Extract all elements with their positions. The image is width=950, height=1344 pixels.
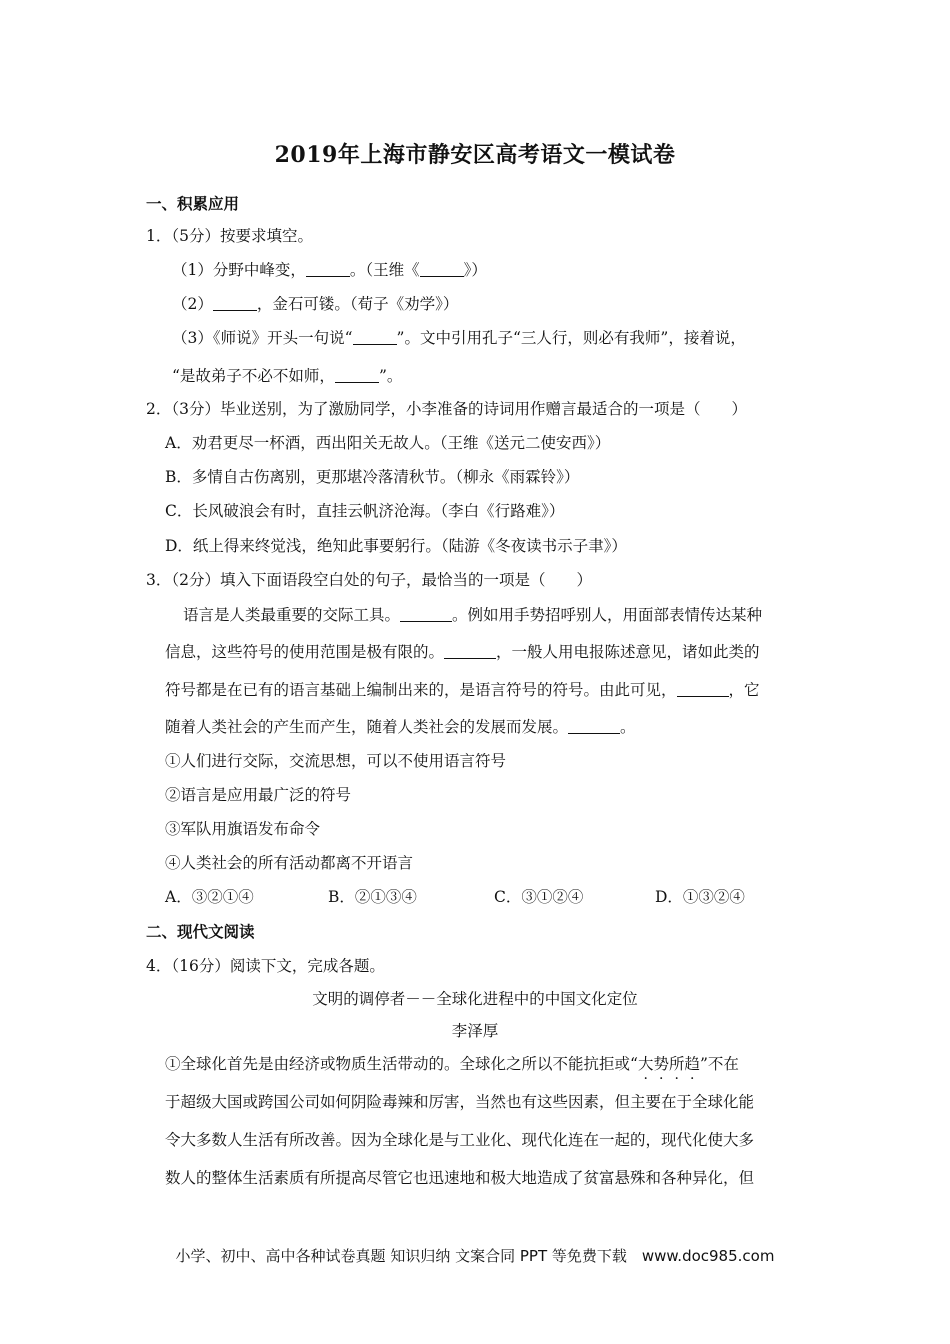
question-2-stem: 2．（3分）毕业送别，为了激励同学，小李准备的诗词用作赠言最适合的一项是（ ） bbox=[146, 400, 747, 418]
fill-blank[interactable] bbox=[400, 605, 452, 622]
text: ”不在 bbox=[700, 1055, 739, 1073]
text: 。 bbox=[620, 718, 636, 736]
question-3-option-a[interactable]: A．③②①④ bbox=[165, 888, 254, 906]
fill-blank[interactable] bbox=[677, 680, 729, 697]
emphasis-char: 所 bbox=[668, 1055, 685, 1073]
fill-blank[interactable] bbox=[306, 260, 350, 277]
question-1-item-3 bbox=[172, 326, 746, 348]
emphasized-phrase bbox=[638, 1055, 700, 1073]
question-3-option-d[interactable]: D．①③②④ bbox=[655, 888, 745, 906]
question-2-option-a[interactable]: A．劝君更尽一杯酒，西出阳关无故人。（王维《送元二使安西》） bbox=[165, 434, 611, 452]
text: ”。 bbox=[378, 367, 403, 385]
question-1-stem: 1．（5分）按要求填空。 bbox=[146, 227, 313, 245]
text: （1）分野中峰变， bbox=[172, 261, 306, 279]
question-1-item-2 bbox=[172, 292, 458, 314]
question-3-item-4: ④人类社会的所有活动都离不开语言 bbox=[165, 854, 414, 872]
section-heading-2: 二、现代文阅读 bbox=[146, 922, 255, 941]
question-3-passage-line-4 bbox=[165, 715, 636, 737]
text: 随着人类社会的产生而产生，随着人类社会的发展而发展。 bbox=[165, 718, 569, 736]
text: （3）《师说》开头一句说“ bbox=[172, 329, 353, 347]
section-heading-1: 一、积累应用 bbox=[146, 194, 240, 213]
text: 符号都是在已有的语言基础上编制出来的，是语言符号的符号。由此可见， bbox=[165, 681, 677, 699]
fill-blank[interactable] bbox=[568, 717, 620, 734]
question-2-option-c[interactable]: C．长风破浪会有时，直挂云帆济沧海。（李白《行路难》） bbox=[165, 502, 565, 520]
question-3-item-2: ②语言是应用最广泛的符号 bbox=[165, 786, 352, 804]
question-1-item-1 bbox=[172, 258, 487, 280]
question-3-item-1: ①人们进行交际，交流思想，可以不使用语言符号 bbox=[165, 752, 507, 770]
article-line-3: 令大多数人生活有所改善。因为全球化是与工业化、现代化连在一起的，现代化使大多 bbox=[165, 1131, 755, 1149]
question-4-stem: 4．（16分）阅读下文，完成各题。 bbox=[146, 957, 385, 975]
emphasis-char: 势 bbox=[653, 1055, 669, 1073]
question-3-passage-line-2 bbox=[165, 640, 760, 662]
question-3-option-c[interactable]: C．③①②④ bbox=[494, 888, 584, 906]
fill-blank[interactable] bbox=[213, 294, 257, 311]
question-3-passage-line-3 bbox=[165, 678, 760, 700]
text: 语言是人类最重要的交际工具。 bbox=[183, 606, 401, 624]
article-title: 文明的调停者－－全球化进程中的中国文化定位 bbox=[312, 990, 638, 1008]
text: （2） bbox=[172, 295, 213, 313]
text: ，金石可镂。（荀子《劝学》） bbox=[256, 295, 459, 313]
text: ①全球化首先是由经济或物质生活带动的。全球化之所以不能抗拒或“ bbox=[165, 1055, 638, 1073]
question-3-item-3: ③军队用旗语发布命令 bbox=[165, 820, 321, 838]
question-3-passage-line-1 bbox=[183, 603, 762, 625]
article-line-1 bbox=[165, 1052, 739, 1074]
question-3-option-b[interactable]: B．②①③④ bbox=[328, 888, 417, 906]
fill-blank[interactable] bbox=[420, 260, 464, 277]
fill-blank[interactable] bbox=[353, 328, 397, 345]
page-title: 2019年上海市静安区高考语文一模试卷 bbox=[274, 142, 676, 168]
article-line-2: 于超级大国或跨国公司如何阴险毒辣和厉害，当然也有这些因素，但主要在于全球化能 bbox=[165, 1093, 755, 1111]
text: 信息，这些符号的使用范围是极有限的。 bbox=[165, 643, 445, 661]
article-line-4: 数人的整体生活素质有所提高尽管它也迅速地和极大地造成了贫富悬殊和各种异化，但 bbox=[165, 1169, 755, 1187]
fill-blank[interactable] bbox=[335, 366, 379, 383]
text: ，一般人用电报陈述意见，诸如此类的 bbox=[496, 643, 760, 661]
question-3-stem: 3．（2分）填入下面语段空白处的句子，最恰当的一项是（ ） bbox=[146, 571, 592, 589]
page-footer: 小学、初中、高中各种试卷真题 知识归纳 文案合同 PPT 等免费下载 www.doc985.com bbox=[175, 1247, 775, 1265]
text: 。（王维《 bbox=[349, 261, 420, 279]
text: ”。文中引用孔子“三人行，则必有我师”，接着说， bbox=[396, 329, 746, 347]
question-2-option-d[interactable]: D．纸上得来终觉浅，绝知此事要躬行。（陆游《冬夜读书示子聿》） bbox=[165, 537, 627, 555]
emphasis-char: 大 bbox=[637, 1055, 654, 1073]
fill-blank[interactable] bbox=[444, 642, 496, 659]
text: 。例如用手势招呼别人，用面部表情传达某种 bbox=[452, 606, 763, 624]
question-2-option-b[interactable]: B．多情自古伤离别，更那堪冷落清秋节。（柳永《雨霖铃》） bbox=[165, 468, 580, 486]
article-author: 李泽厚 bbox=[451, 1022, 499, 1040]
emphasis-char: 趋 bbox=[684, 1055, 700, 1073]
text: ，它 bbox=[728, 681, 760, 699]
text: “是故弟子不必不如师， bbox=[172, 367, 335, 385]
question-1-item-3-cont bbox=[172, 364, 402, 386]
text: 》） bbox=[463, 261, 487, 279]
